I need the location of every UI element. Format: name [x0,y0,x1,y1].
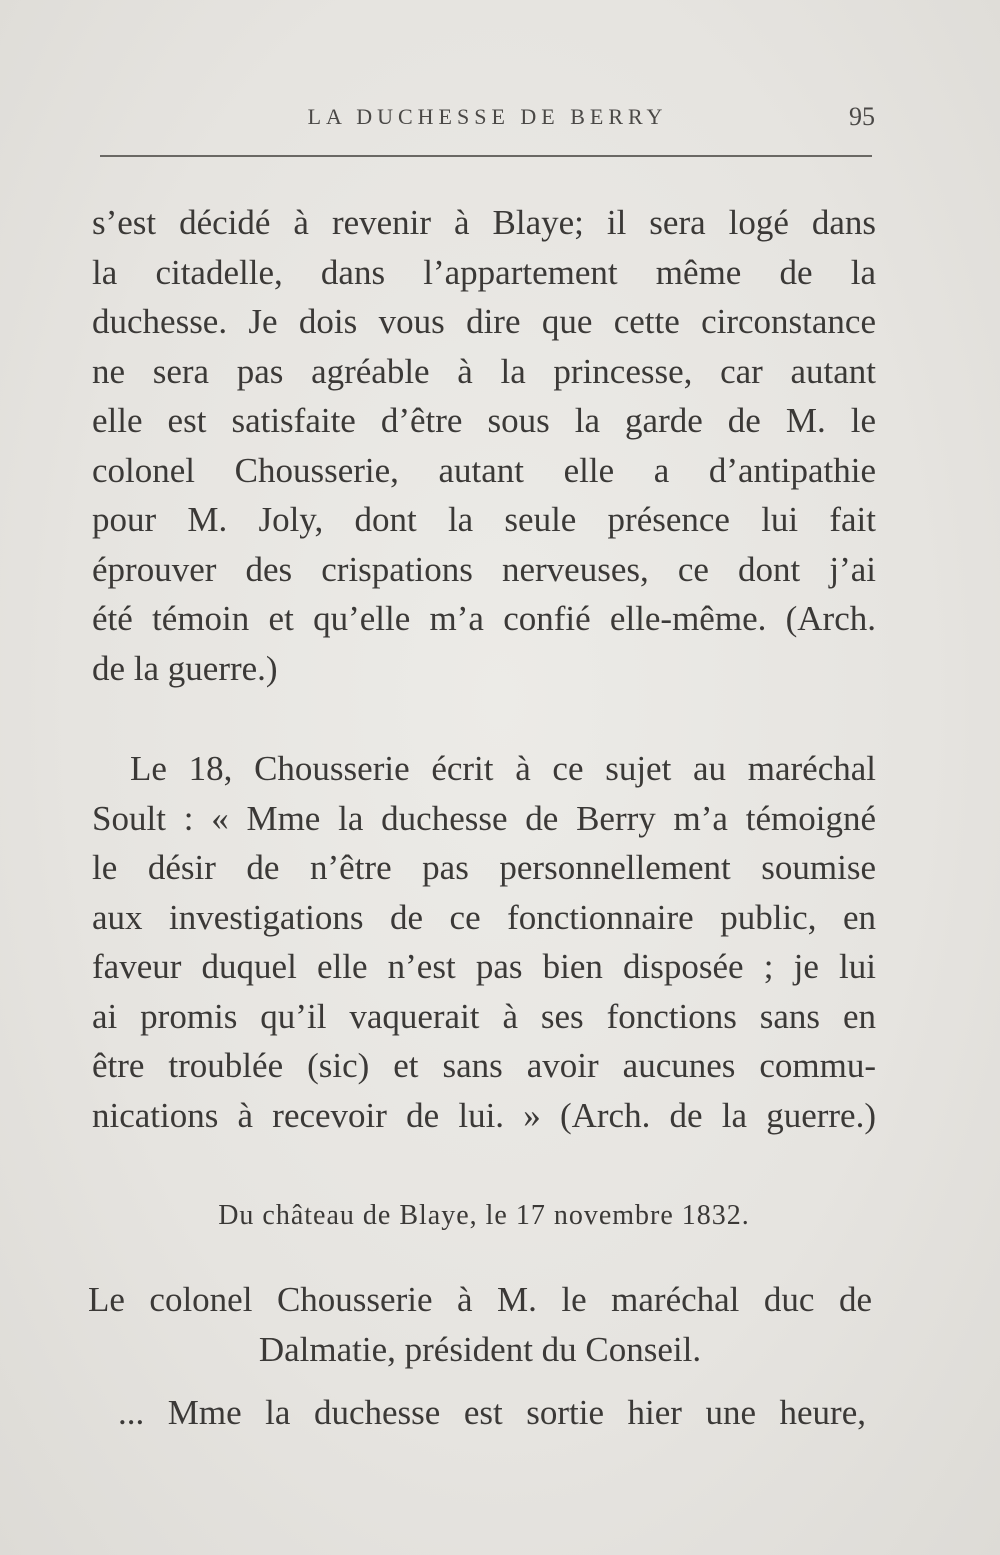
header-rule [100,155,872,157]
text-line: de la guerre.) [92,648,278,688]
running-title: LA DUCHESSE DE BERRY [307,104,668,129]
text-line: être troublée (sic) et sans avoir aucunes commu- [92,1046,876,1085]
quoted-letter-continuation [92,198,876,693]
text-line: elle est satisfaite d’être sous la garde de M. le [92,401,876,440]
text-line: Soult : « Mme la duchesse de Berry m’a témoigné [92,798,876,838]
text-line: le désir de n’être pas personnellement soumise [92,848,876,887]
heading-line: Le colonel Chousserie à M. le maréchal duc de [88,1280,872,1319]
text-line: aux investigations de ce fonctionnaire public, en [92,897,876,937]
text-line: colonel Chousserie, autant elle a d’antipathie [92,450,876,490]
letter-heading [88,1275,872,1374]
text-line: faveur duquel elle n’est pas bien disposée ; je lui [92,947,876,986]
text-line: Le 18, Chousserie écrit à ce sujet au maréchal [130,749,876,788]
heading-line: Dalmatie, président du Conseil. [258,1329,702,1369]
text-line: ne sera pas agréable à la princesse, car autant [92,351,876,391]
running-head [100,102,875,138]
page-number: 95 [849,102,875,131]
text-line: s’est décidé à revenir à Blaye; il sera logé dans [92,203,876,242]
body-paragraph [92,744,876,1140]
text-line: été témoin et qu’elle m’a confié elle-même. (Arch. [92,599,876,638]
text-line: ... Mme la duchesse est sortie hier une heure, [118,1393,866,1432]
letter-dateline: Du château de Blaye, le 17 novembre 1832. [218,1200,750,1231]
letter-first-line [118,1388,866,1438]
text-line: éprouver des crispations nerveuses, ce dont j’ai [92,549,876,589]
text-line: nications à recevoir de lui. » (Arch. de la guerre.) [92,1095,876,1135]
text-line: duchesse. Je dois vous dire que cette circonstance [92,302,876,341]
text-line: ai promis qu’il vaquerait à ses fonctions sans en [92,996,876,1036]
text-line: pour M. Joly, dont la seule présence lui fait [92,500,876,539]
text-line: la citadelle, dans l’appartement même de la [92,252,876,292]
